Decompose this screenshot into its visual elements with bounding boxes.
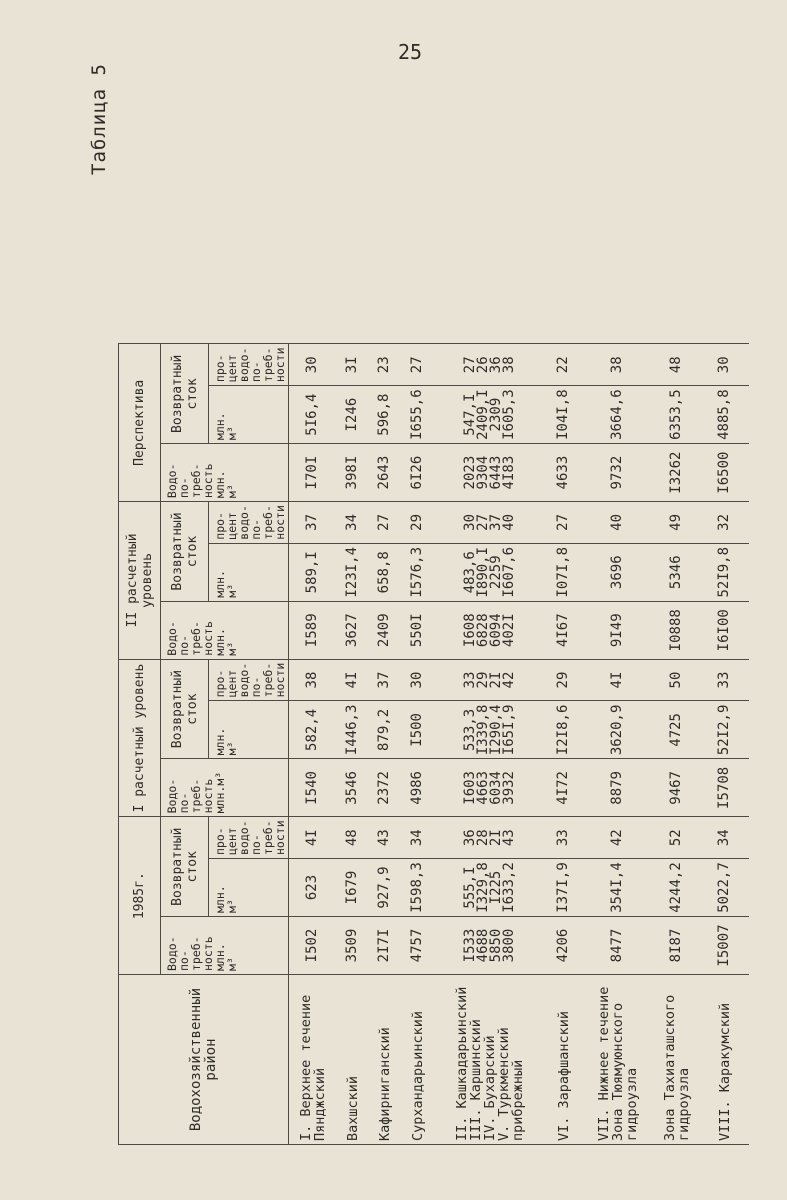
page-number: 25	[398, 40, 423, 64]
table-row	[369, 344, 401, 1145]
header-percent: про- цент водо- по- треб- ности	[209, 659, 289, 701]
value-cell: 32	[701, 502, 749, 544]
table-row	[289, 344, 337, 1145]
value-cell: 5346	[653, 543, 701, 601]
value-cell: I04I,8	[545, 386, 583, 444]
value-cell: I500	[401, 701, 435, 759]
value-cell: 27	[545, 502, 583, 544]
value-cell: 48	[337, 817, 369, 859]
value-cell: I655,6	[401, 386, 435, 444]
region-name-cell: Сурхандарьинский	[401, 975, 435, 1145]
value-cell: 3627	[337, 601, 369, 659]
value-cell: 30	[701, 344, 749, 386]
value-cell: 4633	[545, 444, 583, 502]
value-cell: 29	[401, 502, 435, 544]
value-cell: I3262	[653, 444, 701, 502]
value-cell: 30	[401, 659, 435, 701]
value-cell: 3620,9	[583, 701, 653, 759]
value-cell: 9732	[583, 444, 653, 502]
header-mln-m3: млн. м³	[209, 543, 289, 601]
value-cell: 596,8	[369, 386, 401, 444]
table-row	[545, 344, 583, 1145]
value-cell: 6I26	[401, 444, 435, 502]
value-cell: 52I9,8	[701, 543, 749, 601]
value-cell: I603 4663 6034 3932	[435, 759, 545, 817]
value-cell: 3509	[337, 917, 369, 975]
region-name-cell: II. Кашкадарьинский III. Каршинский IV. Бухарский V. Туркменский прибрежный	[435, 975, 545, 1145]
value-cell: 4I67	[545, 601, 583, 659]
header-period-perspective: Перспектива	[119, 344, 161, 502]
value-cell: 50	[653, 659, 701, 701]
header-mln-m3: млн. м³	[209, 386, 289, 444]
value-cell: 33	[545, 817, 583, 859]
region-name-cell: VIII. Каракумский	[701, 975, 749, 1145]
value-cell: 22	[545, 344, 583, 386]
value-cell: 4885,8	[701, 386, 749, 444]
header-demand: Водо- по- треб- ность млн. м³	[161, 601, 289, 659]
value-cell: 38	[583, 344, 653, 386]
value-cell: 4986	[401, 759, 435, 817]
value-cell: I5007	[701, 917, 749, 975]
region-name-cell: VI. Зарафшанский	[545, 975, 583, 1145]
value-cell: 3I	[337, 344, 369, 386]
value-cell: I502	[289, 917, 337, 975]
value-cell: I5708	[701, 759, 749, 817]
value-cell: 4I	[289, 817, 337, 859]
value-cell: 34	[401, 817, 435, 859]
value-cell: 30 27 37 40	[435, 502, 545, 544]
value-cell: 927,9	[369, 859, 401, 917]
value-cell: I0888	[653, 601, 701, 659]
value-cell: 40	[583, 502, 653, 544]
value-cell: I246	[337, 386, 369, 444]
value-cell: 589,I	[289, 543, 337, 601]
value-cell: 533,3 I339,8 I290,4 I65I,9	[435, 701, 545, 759]
header-demand: Водо- по- треб- ность млн. м³	[161, 444, 289, 502]
value-cell: I23I,4	[337, 543, 369, 601]
region-name-cell: Зона Тахиаташского гидроузла	[653, 975, 701, 1145]
header-return-flow: Возвратный сток	[161, 502, 209, 602]
table-body	[289, 344, 749, 1145]
value-cell: I07I,8	[545, 543, 583, 601]
value-cell: I679	[337, 859, 369, 917]
value-cell: I608 6828 6094 402I	[435, 601, 545, 659]
value-cell: 4I72	[545, 759, 583, 817]
header-period-level-1: I расчетный уровень	[119, 659, 161, 817]
table-row	[583, 344, 653, 1145]
rotated-table-sheet	[80, 45, 780, 1145]
value-cell: I540	[289, 759, 337, 817]
value-cell: 2023 9304 6443 4I83	[435, 444, 545, 502]
header-mln-m3: млн. м³	[209, 859, 289, 917]
value-cell: 4I	[583, 659, 653, 701]
value-cell: I533 4688 5850 3800	[435, 917, 545, 975]
value-cell: I2I8,6	[545, 701, 583, 759]
value-cell: 9I49	[583, 601, 653, 659]
value-cell: 27 26 36 38	[435, 344, 545, 386]
value-cell: 6353,5	[653, 386, 701, 444]
value-cell: 9467	[653, 759, 701, 817]
region-name-cell: Кафирниганский	[369, 975, 401, 1145]
value-cell: 354I,4	[583, 859, 653, 917]
value-cell: 4244,2	[653, 859, 701, 917]
value-cell: I6I00	[701, 601, 749, 659]
region-name-cell: Вахшский	[337, 975, 369, 1145]
header-demand: Водо- по- треб- ность млн. м³	[161, 917, 289, 975]
table-row	[401, 344, 435, 1145]
table-header	[119, 344, 289, 1145]
value-cell: 37	[289, 502, 337, 544]
value-cell: 2643	[369, 444, 401, 502]
header-return-flow: Возвратный сток	[161, 817, 209, 917]
value-cell: 23	[369, 344, 401, 386]
header-region: Водохозяйственный район	[119, 975, 289, 1145]
value-cell: 8I87	[653, 917, 701, 975]
value-cell: 483,6 I890,I 2259 I607,6	[435, 543, 545, 601]
value-cell: 36 28 2I 43	[435, 817, 545, 859]
value-cell: 37	[369, 659, 401, 701]
value-cell: 547,I 2409,I 2309 I605,3	[435, 386, 545, 444]
value-cell: 29	[545, 659, 583, 701]
table-row	[701, 344, 749, 1145]
header-percent: про- цент водо- по- треб- ности	[209, 344, 289, 386]
value-cell: 52I2,9	[701, 701, 749, 759]
table-row	[337, 344, 369, 1145]
header-return-flow: Возвратный сток	[161, 659, 209, 759]
value-cell: 398I	[337, 444, 369, 502]
value-cell: 5022,7	[701, 859, 749, 917]
value-cell: 43	[369, 817, 401, 859]
table-row	[435, 344, 545, 1145]
value-cell: 879,2	[369, 701, 401, 759]
value-cell: 42	[583, 817, 653, 859]
value-cell: 38	[289, 659, 337, 701]
value-cell: I37I,9	[545, 859, 583, 917]
value-cell: 33	[701, 659, 749, 701]
value-cell: 49	[653, 502, 701, 544]
value-cell: 658,8	[369, 543, 401, 601]
value-cell: 30	[289, 344, 337, 386]
header-percent: про- цент водо- по- треб- ности	[209, 817, 289, 859]
value-cell: 2I7I	[369, 917, 401, 975]
value-cell: I70I	[289, 444, 337, 502]
value-cell: 4725	[653, 701, 701, 759]
region-name-cell: I. Верхнее течение Пянджский	[289, 975, 337, 1145]
value-cell: 5I6,4	[289, 386, 337, 444]
region-name-cell: VII. Нижнее течение Зона Тюямуюнского гидроузла	[583, 975, 653, 1145]
value-cell: 8477	[583, 917, 653, 975]
value-cell: I446,3	[337, 701, 369, 759]
value-cell: 27	[401, 344, 435, 386]
value-cell: 4I	[337, 659, 369, 701]
value-cell: 34	[337, 502, 369, 544]
header-period-level-2: II расчетный уровень	[119, 502, 161, 660]
header-percent: про- цент водо- по- треб- ности	[209, 502, 289, 544]
value-cell: 4757	[401, 917, 435, 975]
table-label: Таблица 5	[88, 63, 110, 175]
table-row	[653, 344, 701, 1145]
value-cell: 3664,6	[583, 386, 653, 444]
header-return-flow: Возвратный сток	[161, 344, 209, 444]
value-cell: 34	[701, 817, 749, 859]
water-balance-table	[118, 343, 749, 1145]
value-cell: 550I	[401, 601, 435, 659]
value-cell: 623	[289, 859, 337, 917]
value-cell: 8879	[583, 759, 653, 817]
value-cell: 33 29 2I 42	[435, 659, 545, 701]
value-cell: 555,I I329,8 I225 I633,2	[435, 859, 545, 917]
value-cell: 3696	[583, 543, 653, 601]
value-cell: 27	[369, 502, 401, 544]
value-cell: I598,3	[401, 859, 435, 917]
value-cell: 4206	[545, 917, 583, 975]
value-cell: I576,3	[401, 543, 435, 601]
value-cell: 3546	[337, 759, 369, 817]
value-cell: 582,4	[289, 701, 337, 759]
value-cell: I589	[289, 601, 337, 659]
value-cell: 48	[653, 344, 701, 386]
value-cell: 52	[653, 817, 701, 859]
header-mln-m3: млн. м³	[209, 701, 289, 759]
value-cell: I6500	[701, 444, 749, 502]
value-cell: 2409	[369, 601, 401, 659]
header-period-1985: 1985г.	[119, 817, 161, 975]
value-cell: 2372	[369, 759, 401, 817]
header-demand: Водо- по- треб- ность млн.м³	[161, 759, 289, 817]
